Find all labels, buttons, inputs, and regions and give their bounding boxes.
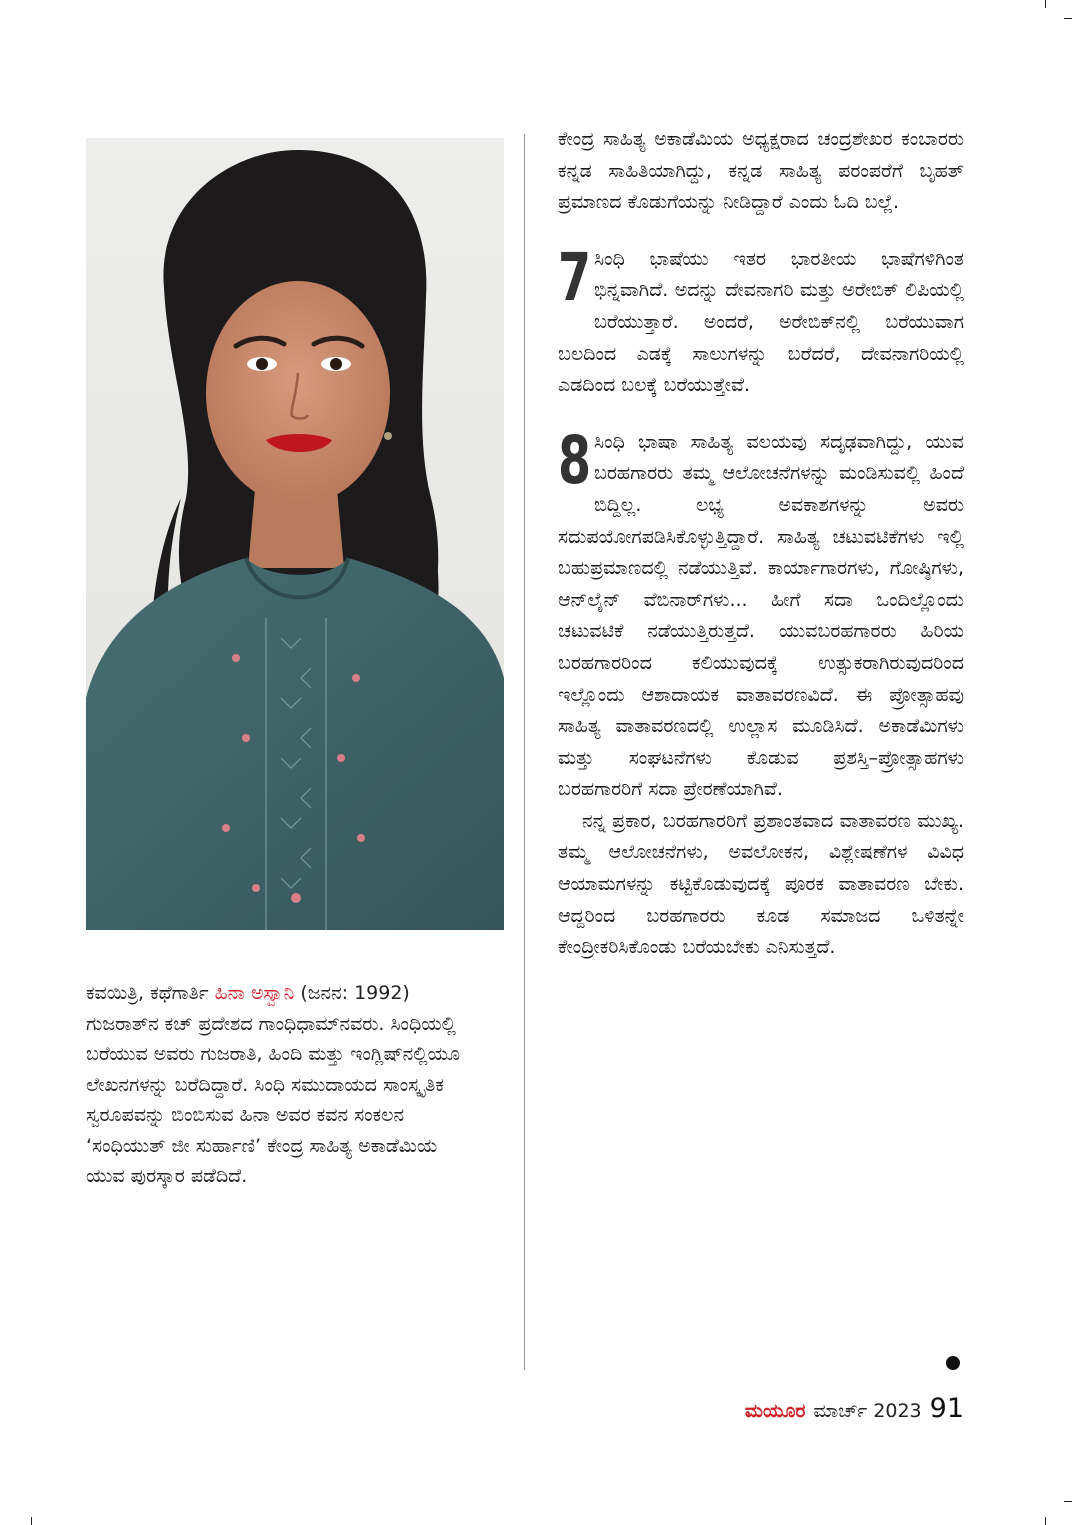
portrait-photo <box>86 138 504 930</box>
crop-mark-bottom-left <box>31 1517 32 1525</box>
end-bullet-icon <box>946 1356 960 1370</box>
magazine-name: ಮಯೂರ <box>744 1400 806 1422</box>
article-intro: ಕೇಂದ್ರ ಸಾಹಿತ್ಯ ಅಕಾಡೆಮಿಯ ಅಧ್ಯಕ್ಷರಾದ ಚಂದ್ರಶೇಖರ ಕಂಬಾರರು ಕನ್ನಡ ಸಾಹಿತಿಯಾಗಿದ್ದು, ಕನ್ನಡ ಸಾಹಿತ್ಯ ಪರಂಪರೆಗೆ ಬೃಹತ್ ಪ್ರಮಾಣದ ಕೊಡುಗೆಯನ್ನು ನೀಡಿದ್ದಾರೆ ಎಂದು ಓದಿ ಬಲ್ಲೆ. <box>558 128 964 214</box>
caption-body: (ಜನನ: 1992) ಗುಜರಾತ್‌ನ ಕಚ್ ಪ್ರದೇಶದ ಗಾಂಧಿಧಾಮ್‌ನವರು. ಸಿಂಧಿಯಲ್ಲಿ ಬರೆಯುವ ಅವರು ಗುಜರಾತಿ, ಹಿಂದಿ ಮತ್ತು ಇಂಗ್ಲಿಷ್‌ನಲ್ಲಿಯೂ ಲೇಖನಗಳನ್ನು ಬರೆದಿದ್ದಾರೆ. ಸಿಂಧಿ ಸಮುದಾಯದ ಸಾಂಸ್ಕೃತಿಕ ಸ್ವರೂಪವನ್ನು ಬಿಂಬಿಸುವ ಹಿನಾ ಅವರ ಕವನ ಸಂಕಲನ ‘ಸಂಧಿಯುತ್ ಜೀ ಸುರ್ಹಾಣಿ’ ಕೇಂದ್ರ ಸಾಹಿತ್ಯ ಅಕಾಡೆಮಿಯ ಯುವ ಪುರಸ್ಕಾರ ಪಡೆದಿದೆ. <box>86 982 461 1187</box>
section-7-text: ಸಿಂಧಿ ಭಾಷೆಯು ಇತರ ಭಾರತೀಯ ಭಾಷೆಗಳಿಗಿಂತ ಭಿನ್ನವಾಗಿದೆ. ಅದನ್ನು ದೇವನಾಗರಿ ಮತ್ತು ಅರೇಬಿಕ್ ಲಿಪಿಯಲ್ಲಿ ಬರೆಯುತ್ತಾರೆ. ಅಂದರೆ, ಅರೇಬಿಕ್‌ನಲ್ಲಿ ಬರೆಯುವಾಗ ಬಲದಿಂದ ಎಡಕ್ಕೆ ಸಾಲುಗಳನ್ನು ಬರೆದರೆ, ದೇವನಾಗರಿಯಲ್ಲಿ ಎಡದಿಂದ ಬಲಕ್ಕೆ ಬರೆಯುತ್ತೇವೆ. <box>558 247 964 397</box>
article-section-7 <box>558 238 964 402</box>
crop-mark-right-upper <box>1064 18 1072 19</box>
crop-mark-bottom-right <box>1045 1517 1046 1525</box>
page-number: 91 <box>929 1393 964 1424</box>
article-section-8 <box>558 421 964 806</box>
section-8-text: ಸಿಂಧಿ ಭಾಷಾ ಸಾಹಿತ್ಯ ವಲಯವು ಸದೃಢವಾಗಿದ್ದು, ಯುವ ಬರಹಗಾರರು ತಮ್ಮ ಆಲೋಚನೆಗಳನ್ನು ಮಂಡಿಸುವಲ್ಲಿ ಹಿಂದೆ ಬಿದ್ದಿಲ್ಲ. ಲಭ್ಯ ಅವಕಾಶಗಳನ್ನು ಅವರು ಸದುಪಯೋಗಪಡಿಸಿಕೊಳ್ಳುತ್ತಿದ್ದಾರೆ. ಸಾಹಿತ್ಯ ಚಟುವಟಿಕೆಗಳು ಇಲ್ಲಿ ಬಹುಪ್ರಮಾಣದಲ್ಲಿ ನಡೆಯುತ್ತಿವೆ. ಕಾರ್ಯಾಗಾರಗಳು, ಗೋಷ್ಠಿಗಳು, ಆನ್‌ಲೈನ್ ವೆಬಿನಾರ್‌ಗಳು... ಹೀಗೆ ಸದಾ ಒಂದಿಲ್ಲೊಂದು ಚಟುವಟಿಕೆ ನಡೆಯುತ್ತಿರುತ್ತದೆ. ಯುವಬರಹಗಾರರು ಹಿರಿಯ ಬರಹಗಾರರಿಂದ ಕಲಿಯುವುದಕ್ಕೆ ಉತ್ಸುಕರಾಗಿರುವುದರಿಂದ ಇಲ್ಲೊಂದು ಆಶಾದಾಯಕ ವಾತಾವರಣವಿದೆ. ಈ ಪ್ರೋತ್ಸಾಹವು ಸಾಹಿತ್ಯ ವಾತಾವರಣದಲ್ಲಿ ಉಲ್ಲಾಸ ಮೂಡಿಸಿದೆ. ಅಕಾಡೆಮಿಗಳು ಮತ್ತು ಸಂಘಟನೆಗಳು ಕೊಡುವ ಪ್ರಶಸ್ತಿ–ಪ್ರೋತ್ಸಾಹಗಳು ಬರಹಗಾರರಿಗೆ ಸದಾ ಪ್ರೇರಣೆಯಾಗಿವೆ. <box>558 430 964 801</box>
earring <box>384 432 392 440</box>
dress <box>86 558 504 930</box>
article-column <box>558 124 964 964</box>
issue-date: ಮಾರ್ಚ್ 2023 <box>813 1400 922 1422</box>
crop-mark-top-right <box>1045 0 1046 8</box>
column-divider <box>524 134 525 1370</box>
article-closing: ನನ್ನ ಪ್ರಕಾರ, ಬರಹಗಾರರಿಗೆ ಪ್ರಶಾಂತವಾದ ವಾತಾವರಣ ಮುಖ್ಯ. ತಮ್ಮ ಆಲೋಚನೆಗಳು, ಅವಲೋಕನ, ವಿಶ್ಲೇಷಣೆಗಳ ವಿವಿಧ ಆಯಾಮಗಳನ್ನು ಕಟ್ಟಿಕೊಡುವುದಕ್ಕೆ ಪೂರಕ ವಾತಾವರಣ ಬೇಕು. ಆದ್ದರಿಂದ ಬರಹಗಾರರು ಕೂಡ ಸಮಾಜದ ಒಳಿತನ್ನೇ ಕೇಂದ್ರೀಕರಿಸಿಕೊಂಡು ಬರೆಯಬೇಕು ಎನಿಸುತ್ತದೆ. <box>558 809 964 959</box>
section-number-7: 7 <box>558 238 592 316</box>
photo-caption <box>86 978 481 1192</box>
face <box>206 281 390 505</box>
portrait-illustration <box>86 138 504 930</box>
caption-prefix: ಕವಯಿತ್ರಿ, ಕಥೆಗಾರ್ತಿ <box>86 982 215 1004</box>
section-number-8: 8 <box>558 421 592 499</box>
author-name: ಹಿನಾ ಅಸ್ವಾನಿ <box>214 982 295 1004</box>
page-footer <box>728 1393 964 1424</box>
crop-mark-right-lower <box>1064 1501 1072 1502</box>
